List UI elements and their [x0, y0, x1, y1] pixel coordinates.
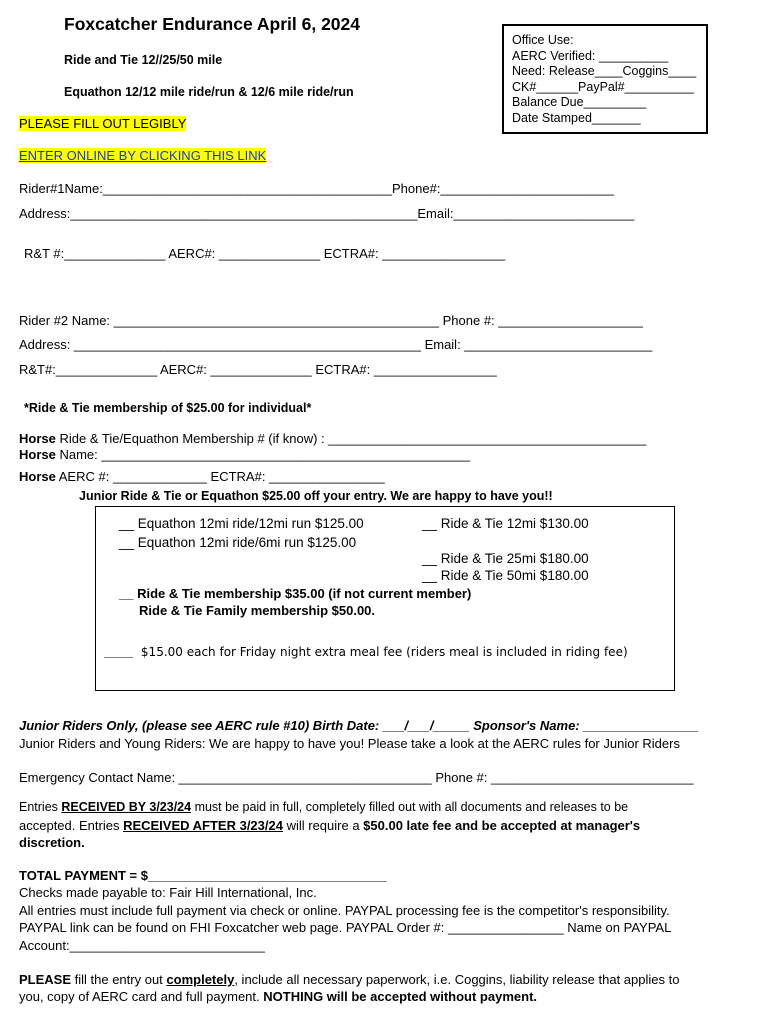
horse-label: Horse — [19, 469, 56, 484]
horse-label: Horse — [19, 447, 56, 462]
closing-nothing-accepted: NOTHING will be accepted without payment. — [263, 989, 538, 1004]
event-line-ride-and-tie: Ride and Tie 12//25/50 mile — [64, 53, 223, 67]
horse-ids-field[interactable] — [19, 469, 385, 484]
option-equathon-12-12[interactable]: __ Equathon 12mi ride/12mi run $125.00 — [119, 516, 364, 531]
horse-membership-text: Ride & Tie/Equathon Membership # (if know) : ____________________________________________ — [55, 431, 647, 446]
entries-text: accepted. Entries — [19, 818, 124, 833]
closing-line1 — [19, 972, 679, 987]
closing-line2 — [19, 989, 537, 1004]
fill-legibly-notice: PLEASE FILL OUT LEGIBLY — [19, 116, 187, 131]
membership-note: *Ride & Tie membership of $25.00 for individual* — [24, 401, 312, 415]
checks-payable-text: Checks made payable to: Fair Hill International, Inc. — [19, 885, 317, 900]
rider1-address-email-field[interactable]: Address:________________________________________________Email:_________________________ — [19, 206, 635, 221]
horse-label: Horse — [19, 431, 56, 446]
received-after-date: RECEIVED AFTER 3/23/24 — [123, 818, 283, 833]
horse-name-field[interactable] — [19, 447, 470, 462]
enter-online-link[interactable]: ENTER ONLINE BY CLICKING THIS LINK — [19, 148, 267, 163]
entries-paragraph-line2 — [19, 818, 640, 833]
office-ck-paypal: CK#______PayPal#__________ — [512, 79, 695, 94]
paypal-account-field[interactable]: Account:___________________________ — [19, 938, 265, 953]
meal-fee-field[interactable] — [104, 644, 628, 659]
option-equathon-12-6[interactable]: __ Equathon 12mi ride/6mi run $125.00 — [119, 535, 357, 550]
closing-please: PLEASE — [19, 972, 72, 987]
office-need-release: Need: Release____Coggins____ — [512, 64, 697, 78]
form-title: Foxcatcher Endurance April 6, 2024 — [64, 14, 360, 34]
meal-fee-text: $15.00 each for Friday night extra meal fee (riders meal is included in riding fee) — [140, 645, 628, 659]
option-ride-tie-12[interactable]: __ Ride & Tie 12mi $130.00 — [422, 516, 589, 531]
rider2-name-phone-field[interactable]: Rider #2 Name: _____________________________________________ Phone #: ____________________ — [19, 313, 643, 328]
entries-paragraph-line3: discretion. — [19, 835, 85, 850]
paypal-order-field[interactable]: PAYPAL link can be found on FHI Foxcatcher web page. PAYPAL Order #: ________________ Name on PAYPAL — [19, 920, 672, 935]
office-balance-due: Balance Due_________ — [512, 95, 647, 109]
entries-text: will require a — [282, 818, 364, 833]
entries-text: Entries — [19, 800, 62, 814]
event-line-equathon: Equathon 12/12 mile ride/run & 12/6 mile ride/run — [64, 85, 354, 99]
closing-completely: completely — [166, 972, 235, 987]
rider2-address-email-field[interactable]: Address: ________________________________________________ Email: __________________________ — [19, 337, 653, 352]
emergency-contact-field[interactable]: Emergency Contact Name: ___________________________________ Phone #: ____________________________ — [19, 770, 694, 785]
junior-riders-welcome: Junior Riders and Young Riders: We are happy to have you! Please take a look at the AERC rules for Junior Riders — [19, 736, 680, 751]
total-payment-field[interactable]: TOTAL PAYMENT = $_________________________________ — [19, 868, 387, 883]
horse-name-text: Name: ___________________________________________________ — [55, 447, 471, 462]
rider1-name-phone-field[interactable]: Rider#1Name:________________________________________Phone#:________________________ — [19, 181, 614, 196]
office-aerc-verified: AERC Verified: __________ — [512, 48, 669, 63]
closing-text: fill the entry out — [71, 972, 167, 987]
full-payment-text: All entries must include full payment via check or online. PAYPAL processing fee is the competitor's responsibility. — [19, 903, 670, 918]
option-ride-tie-25[interactable]: __ Ride & Tie 25mi $180.00 — [422, 551, 589, 566]
late-fee-text: $50.00 late fee and be accepted at manager's — [363, 818, 641, 833]
closing-text: , include all necessary paperwork, i.e. Coggins, liability release that applies to — [234, 972, 680, 987]
entries-paragraph-line1 — [19, 800, 628, 814]
option-family-membership[interactable]: Ride & Tie Family membership $50.00. — [139, 603, 376, 618]
office-use-box — [502, 24, 708, 134]
rider1-ids-field[interactable]: R&T #:______________ AERC#: ______________ ECTRA#: _________________ — [24, 246, 506, 261]
received-by-date: RECEIVED BY 3/23/24 — [61, 800, 192, 814]
meal-fee-blank: ____ — [104, 644, 133, 659]
office-use-title: Office Use: — [512, 33, 574, 47]
horse-ids-text: AERC #: _____________ ECTRA#: ________________ — [55, 469, 385, 484]
option-membership[interactable]: __ Ride & Tie membership $35.00 (if not current member) — [119, 586, 472, 601]
option-ride-tie-50[interactable]: __ Ride & Tie 50mi $180.00 — [422, 568, 589, 583]
office-date-stamped: Date Stamped_______ — [512, 110, 641, 125]
junior-discount-note: Junior Ride & Tie or Equathon $25.00 off your entry. We are happy to have you!! — [79, 489, 553, 503]
rider2-ids-field[interactable]: R&T#:______________ AERC#: ______________ ECTRA#: _________________ — [19, 362, 497, 377]
horse-membership-field[interactable] — [19, 431, 646, 446]
entries-text: must be paid in full, completely filled out with all documents and releases to be — [191, 800, 629, 814]
junior-riders-line[interactable]: Junior Riders Only, (please see AERC rule #10) Birth Date: ___/___/_____ Sponsor's Name: ________________ — [19, 718, 699, 733]
closing-text: you, copy of AERC card and full payment. — [19, 989, 264, 1004]
